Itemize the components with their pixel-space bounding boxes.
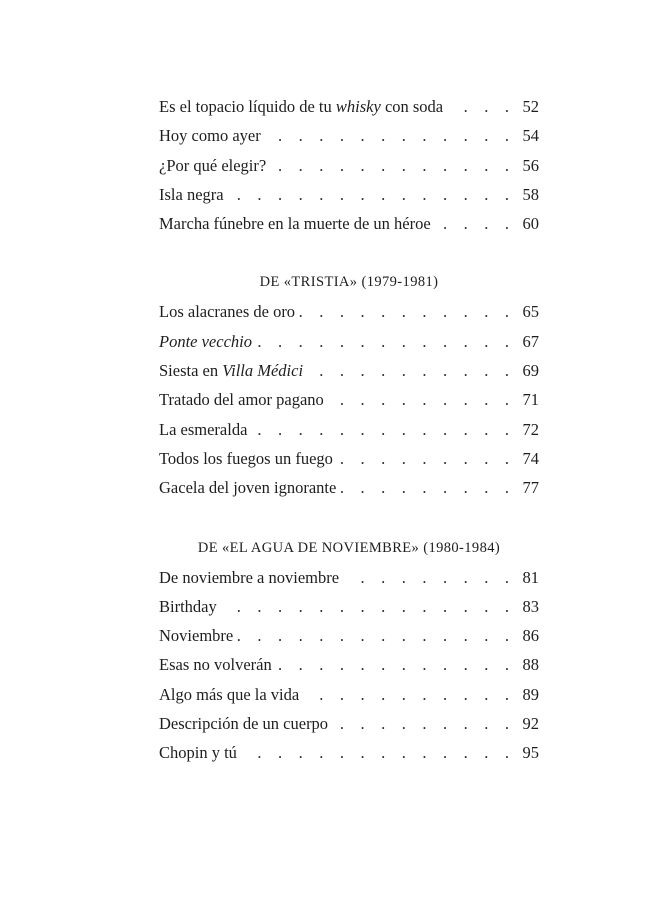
- toc-page-number: 92: [522, 714, 539, 734]
- toc-entry-title: La esmeralda: [159, 415, 251, 444]
- dot-leader: [276, 650, 509, 679]
- toc-entry: [159, 327, 539, 356]
- toc-entry: [159, 709, 539, 738]
- dot-leader: [299, 297, 509, 326]
- toc-entry-title: Ponte vecchio: [159, 327, 256, 356]
- toc-page-number: 60: [522, 214, 539, 234]
- dot-leader: [237, 621, 509, 650]
- toc-entry: [159, 680, 539, 709]
- toc-entry: [159, 356, 539, 385]
- toc-entry: [159, 385, 539, 414]
- toc-page-number: 52: [522, 97, 539, 116]
- toc-entry-title: Algo más que la vida: [159, 680, 303, 709]
- toc-page-number: 58: [522, 184, 539, 204]
- dot-leader: [343, 563, 509, 592]
- toc-entry: [159, 297, 539, 326]
- toc-page-number: 74: [522, 448, 539, 468]
- toc-entry-title: Es el topacio líquido de tu whisky con soda: [159, 92, 447, 121]
- toc-entry-title: Marcha fúnebre en la muerte de un héroe: [159, 209, 435, 238]
- toc-entry-title: Hoy como ayer: [159, 121, 265, 150]
- toc-entry-title: Todos los fuegos un fuego: [159, 444, 337, 473]
- dot-leader: [251, 415, 509, 444]
- dot-leader: [256, 327, 509, 356]
- toc-entry: [159, 444, 539, 473]
- toc-page-number: 71: [522, 390, 539, 410]
- toc-page-number: 54: [522, 126, 539, 146]
- toc-page-number: 56: [522, 155, 539, 175]
- toc-page-number: 81: [522, 567, 539, 587]
- table-of-contents: [159, 92, 539, 768]
- section-heading: DE «TRISTIA» (1979-1981): [259, 274, 439, 291]
- dot-leader: [241, 738, 509, 767]
- section-heading: DE «EL AGUA DE NOVIEMBRE» (1980-1984): [197, 539, 501, 556]
- toc-entry-title: Noviembre: [159, 621, 237, 650]
- toc-entry: [159, 121, 539, 150]
- toc-entry: [159, 151, 539, 180]
- toc-entry: [159, 563, 539, 592]
- toc-entry: [159, 473, 539, 502]
- toc-entry-title: Los alacranes de oro: [159, 297, 299, 326]
- dot-leader: [337, 444, 509, 473]
- toc-page-number: 77: [522, 478, 539, 498]
- dot-leader: [328, 385, 509, 414]
- dot-leader: [221, 592, 509, 621]
- toc-page-number: 72: [522, 419, 539, 439]
- dot-leader: [228, 180, 509, 209]
- section-spacer: [159, 238, 539, 268]
- dot-leader: [332, 709, 509, 738]
- toc-entry-title: ¿Por qué elegir?: [159, 151, 270, 180]
- toc-entry-title: Chopin y tú: [159, 738, 241, 767]
- section-spacer: [159, 503, 539, 534]
- toc-entry: [159, 209, 539, 238]
- toc-entry-title: De noviembre a noviembre: [159, 563, 343, 592]
- toc-entry-title: Siesta en Villa Médici: [159, 356, 307, 385]
- toc-entry: [159, 180, 539, 209]
- toc-entry: [159, 650, 539, 679]
- toc-page-number: 86: [522, 626, 539, 646]
- toc-entry-title: Gacela del joven ignorante: [159, 473, 340, 502]
- toc-entry-title: Tratado del amor pagano: [159, 385, 328, 414]
- toc-page-number: 89: [522, 684, 539, 704]
- toc-entry: [159, 415, 539, 444]
- dot-leader: [340, 473, 509, 502]
- dot-leader: [303, 680, 509, 709]
- toc-page-number: 69: [522, 361, 539, 381]
- toc-page-number: 88: [522, 655, 539, 675]
- dot-leader: [435, 209, 509, 238]
- toc-page-number: 83: [522, 596, 539, 616]
- toc-entry: [159, 738, 539, 767]
- toc-entry-title: Birthday: [159, 592, 221, 621]
- toc-entry: [159, 92, 539, 121]
- toc-page-number: 67: [522, 331, 539, 351]
- toc-entry: [159, 592, 539, 621]
- dot-leader: [447, 92, 509, 121]
- toc-entry-title: Isla negra: [159, 180, 228, 209]
- dot-leader: [270, 151, 509, 180]
- toc-page-number: 95: [522, 743, 539, 763]
- dot-leader: [307, 356, 509, 385]
- toc-page-number: 65: [522, 302, 539, 322]
- toc-entry-title: Esas no volverán: [159, 650, 276, 679]
- dot-leader: [265, 121, 509, 150]
- toc-entry: [159, 621, 539, 650]
- toc-entry-title: Descripción de un cuerpo: [159, 709, 332, 738]
